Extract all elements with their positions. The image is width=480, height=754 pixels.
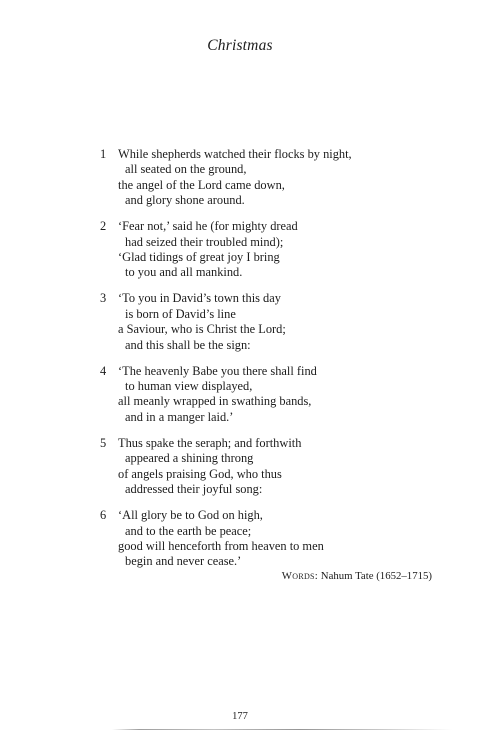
verse-line: ‘The heavenly Babe you there shall find — [118, 363, 317, 378]
verse-2 — [100, 219, 420, 281]
credit-label: Words: — [281, 570, 319, 582]
verse-line: and in a manger laid.’ — [125, 409, 234, 424]
verse-line: good will henceforth from heaven to men — [118, 538, 324, 553]
page-number: 177 — [232, 711, 248, 722]
verse-line: and glory shone around. — [125, 193, 245, 208]
verse-3 — [100, 291, 420, 353]
verse-line: and to the earth be peace; — [125, 523, 252, 538]
verse-line: addressed their joyful song: — [125, 482, 263, 497]
verse-line: to you and all mankind. — [125, 265, 243, 280]
verse-line: to human view displayed, — [125, 379, 253, 394]
verse-number: 1 — [100, 147, 107, 161]
verse-line: a Saviour, who is Christ the Lord; — [118, 322, 286, 337]
verse-number: 3 — [100, 291, 107, 306]
verse-line: ‘To you in David’s town this day — [118, 291, 281, 306]
verse-number: 5 — [100, 435, 107, 450]
verse-line: all meanly wrapped in swathing bands, — [118, 394, 312, 409]
verse-6 — [100, 508, 420, 570]
section-title: Christmas — [207, 37, 273, 54]
verse-line: of angels praising God, who thus — [118, 466, 282, 481]
verse-1 — [100, 147, 420, 209]
hymn-text — [100, 147, 420, 580]
verse-line: ‘Fear not,’ said he (for mighty dread — [118, 219, 298, 234]
verse-4 — [100, 364, 420, 426]
bottom-divider — [112, 729, 452, 730]
verse-line: begin and never cease.’ — [125, 554, 242, 569]
verse-number: 4 — [100, 363, 107, 378]
verse-number: 2 — [100, 219, 107, 234]
verse-number: 6 — [100, 508, 107, 523]
verse-line: the angel of the Lord came down, — [118, 177, 285, 192]
verse-line: ‘All glory be to God on high, — [118, 508, 263, 523]
verse-line: had seized their troubled mind); — [125, 234, 284, 249]
verse-line: is born of David’s line — [125, 306, 236, 321]
verse-line: Thus spake the seraph; and forthwith — [118, 435, 302, 450]
verse-line: While shepherds watched their flocks by night, — [118, 147, 352, 161]
verse-line: and this shall be the sign: — [125, 337, 251, 352]
verse-line: ‘Glad tidings of great joy I bring — [118, 250, 280, 265]
words-credit — [282, 570, 432, 582]
verse-line: all seated on the ground, — [125, 162, 247, 177]
verse-5 — [100, 436, 420, 498]
credit-author: Nahum Tate (1652–1715) — [320, 570, 432, 582]
verse-line: appeared a shining throng — [125, 451, 254, 466]
